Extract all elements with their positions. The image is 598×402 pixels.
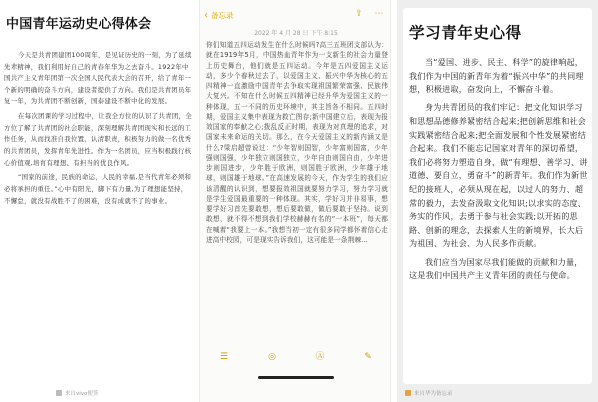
vivo-logo-icon [56,390,62,396]
huawei-notes-logo-icon [405,390,411,396]
note-body [409,56,589,287]
note-timestamp: 2022 年 4 月 28 日 下午 8:15 [254,30,338,37]
markup-icon[interactable]: Ⓐ [315,352,325,362]
note-paragraph: “国家的前途，民族的命运，人民的幸福,是当代青年必须和必将承担的重任。”心中有阳光，脚下有力量,为了理想能坚持，不懈怠，就没有战胜不了的困难，没有成就不了的事业。 [4,173,192,205]
camera-icon[interactable]: ◎ [268,352,276,362]
note-panel-vivo [0,0,195,402]
chevron-left-icon: ‹ [204,9,208,21]
more-icon[interactable]: ⋯ [374,9,384,19]
note-title: 中国青年运动史心得体会 [6,17,152,32]
note-paragraph: 当“爱国、进步、民主、科学”的旋律响起，我们作为中国的新青年为着“振兴中华”的共同理想，积极进取，奋发向上，不懈奋斗着。 [409,57,584,95]
note-paragraph: 身为共青团员的我们牢记：把文化知识学习和思想品德修养紧密结合起来;把创新思维和社会实践紧密结合起来;把全面发展和个性发展紧密结合起来。我们不能忘记国家对青年的深切希望，我们必将努力塑造自身，做“有理想、善学习、讲道德、要自立，勇奋斗”的新青年。我们作为新世纪的接班人，必须从现在起，以过人的努力、超常的毅力，去发奋汲取文化知识;以求实的态度、务实的作风，去勇于参与社会实践;以开拓的思路、创新的理念，去探索人生的新境界，长大后为祖国、为社会、为人民多作贡献。 [409,102,588,249]
share-icon[interactable]: ⇪ [355,9,363,19]
note-source-label: 来自华为备忘录 [414,391,453,397]
note-body[interactable]: 你们知道五四运动发生在什么时候吗?高三五班团支部认为：就在1919年5月，中国热血青年作为一支新生的社会力量登上历史舞台，他们就是五四运动。今年是五四爱国主义运动，多少个春秋过去了，以爱国主义、振兴中华为核心的五四精神一直激励中国青年去争取实现祖国繁荣富强、民族伟大复兴。不知在什么时候五四精神已经升华为爱国主义的一种体现，五一不同的历史环境中，其主旨各不相同。五四时期，爱国主义集中表现为救亡图存;新中国建立后，表现为报效国家的奉献之心;拨乱反正时期，表现为对真理的追求，对国家未来命运的关切。那么，在今天爱国主义的新内涵又是什么?梁启超曾说过：“少年智则国智，少年富则国富，少年强则国强，少年独立则国独立，少年自由则国自由，少年进步则国进步，少年胜于欧洲，则国胜于欧洲，少年雄于地球，则国雄于地球。”在高速发展的今天，作为学生的我们应该清醒的认识到，想要报效祖国就要努力学习，努力学习就是学生爱国最重要的一种体现。其实，学好习并非易事，想要学好习首先要敢想，想后要敢做，做后要敢于坚持。说到敢想，就不得不想到我们学校赫赫有名的“一本班”，每天都在喊着“我要上一本。”我想当初一定有很多同学都怀着信心走进高中校园，可是现实告诉我们，这可能是一条荆棘… [206,41,388,244]
back-label: 备忘录 [211,11,234,20]
note-body [4,50,192,210]
home-indicator[interactable] [258,376,334,379]
note-title: 学习青年史心得 [409,24,522,42]
note-paragraph: 我们应当为国家尽我们能做的贡献和力量，这是我们中国共产主义青年团的责任与使命。 [409,256,583,281]
back-button[interactable] [204,10,234,21]
checklist-icon[interactable]: ☰ [219,352,229,362]
note-card [403,8,592,384]
note-panel-ios [199,0,391,402]
bottom-toolbar [200,350,392,364]
compose-icon[interactable]: ✎ [364,352,372,362]
note-source [56,389,98,397]
note-panel-huawei [397,0,598,402]
nav-actions [354,9,384,19]
note-source [405,389,453,397]
note-source-label: 来自vivo便签 [65,391,99,397]
note-paragraph: 今天是共青团建团100周年，是见证历史的一刻，为了延续先辈精神，我们利用好自己的青春年华为之去奋斗。1922年中国共产主义青年团第一次全国人民代表大会的召开，给了青年一个新的明确的奋斗方向，建设者提供了方向。我们是共青团员年复一年，为共青团不断创新，国泰建设不断中化的发展。 [4,51,192,106]
note-paragraph: 在每次团课的学习过程中，让我全方位的认识了共青团，全方位了解了共青团的社会职能，深刻理解共青团现实和长远的工作任务，从而找准自我位置，认清职责，积极努力的做一名优秀的共青团员，发挥青年先进性。作为一名团员，应当积极践行核心价值观,培育有理想、有担当的优良作风。 [4,112,192,167]
